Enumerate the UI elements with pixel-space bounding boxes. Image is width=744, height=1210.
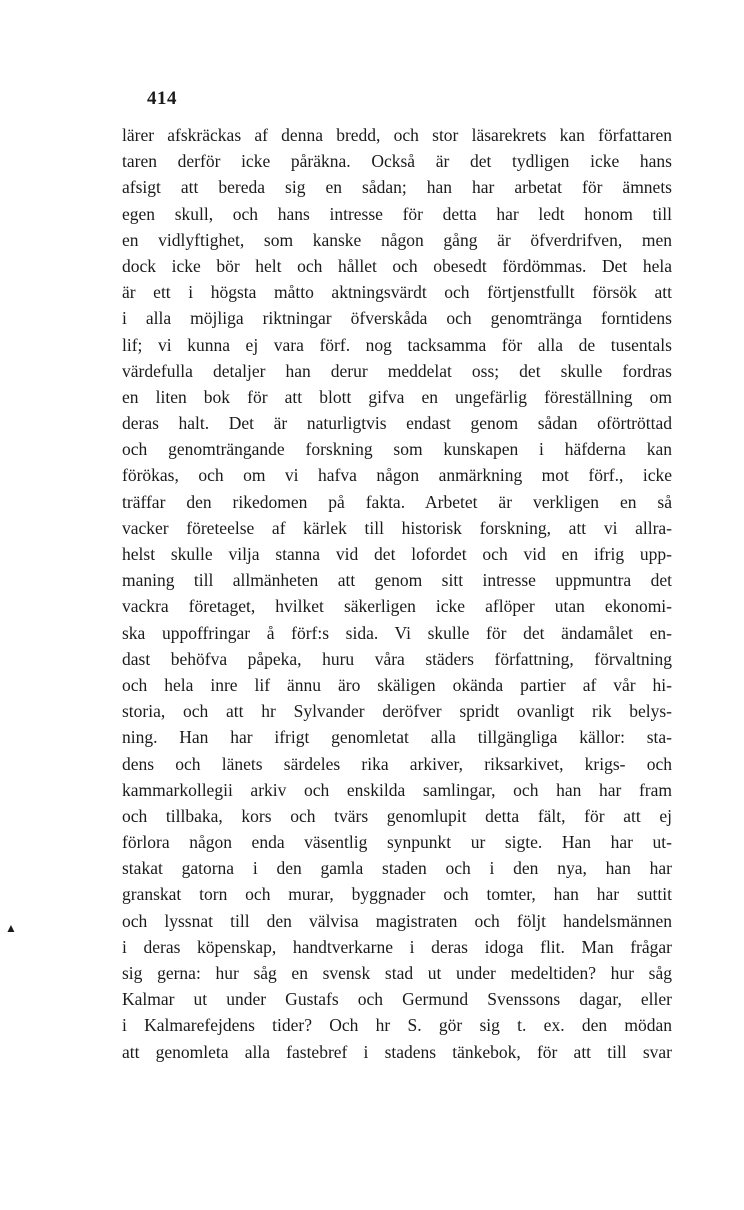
text-line: förlora någon enda väsentlig synpunkt ur sigte. Han har ut- xyxy=(122,832,672,853)
text-line: en vidlyftighet, som kanske någon gång är öfverdrifven, men xyxy=(122,229,672,250)
text-line: kammarkollegii arkiv och enskilda samlingar, och han har fram xyxy=(122,779,672,800)
text-line: och lyssnat till den välvisa magistraten och följt handelsmännen xyxy=(122,910,672,931)
text-line: att genomleta alla fastebref i stadens tänkebok, för att till svar xyxy=(122,1041,672,1062)
text-line: vacker företeelse af kärlek till historisk forskning, att vi allra- xyxy=(122,517,672,538)
text-line: och genomträngande forskning som kunskapen i häfderna kan xyxy=(122,439,672,460)
text-line: afsigt att bereda sig en sådan; han har arbetat för ämnets xyxy=(122,177,672,198)
text-line: förökas, och om vi hafva någon anmärkning mot förf., icke xyxy=(122,465,672,486)
text-line: en liten bok för att blott gifva en ungefärlig föreställning om xyxy=(122,386,672,407)
text-line: ska uppoffringar å förf:s sida. Vi skulle för det ändamålet en- xyxy=(122,622,672,643)
text-line: taren derför icke påräkna. Också är det tydligen icke hans xyxy=(122,151,672,172)
text-line: stakat gatorna i den gamla staden och i den nya, han har xyxy=(122,858,672,879)
text-line: dock icke bör helt och hållet och obesedt fördömmas. Det hela xyxy=(122,255,672,276)
text-line: granskat torn och murar, byggnader och tomter, han har suttit xyxy=(122,884,672,905)
text-line: deras halt. Det är naturligtvis endast genom sådan oförtröttad xyxy=(122,413,672,434)
text-line: träffar den rikedomen på fakta. Arbetet är verkligen en så xyxy=(122,491,672,512)
text-line: egen skull, och hans intresse för detta har ledt honom till xyxy=(122,203,672,224)
text-line: ning. Han har ifrigt genomletat alla tillgängliga källor: sta- xyxy=(122,727,672,748)
text-line: är ett i högsta måtto aktningsvärdt och förtjenstfullt försök att xyxy=(122,282,672,303)
text-line: sig gerna: hur såg en svensk stad ut under medeltiden? hur såg xyxy=(122,963,672,983)
text-line: i deras köpenskap, handtverkarne i deras idoga flit. Man frågar xyxy=(122,936,672,957)
text-line: maning till allmänheten att genom sitt intresse uppmuntra det xyxy=(122,570,672,591)
text-line: värdefulla detaljer han derur meddelat oss; det skulle fordras xyxy=(122,360,672,381)
text-line: vackra företaget, hvilket säkerligen icke aflöper utan ekonomi- xyxy=(122,596,672,617)
text-line: lif; vi kunna ej vara förf. nog tacksamma för alla de tusentals xyxy=(122,334,672,355)
text-line: helst skulle vilja stanna vid det lofordet och vid en ifrig upp- xyxy=(122,544,672,564)
text-line: Kalmar ut under Gustafs och Germund Svenssons dagar, eller xyxy=(122,989,672,1010)
page-number: 414 xyxy=(147,88,177,109)
text-line: lärer afskräckas af denna bredd, och stor läsarekrets kan författaren xyxy=(122,125,672,145)
text-line: storia, och att hr Sylvander deröfver spridt ovanligt rik belys- xyxy=(122,701,672,722)
body-text xyxy=(122,122,672,1065)
text-line: dast behöfva påpeka, huru våra städers författning, förvaltning xyxy=(122,648,672,669)
text-line: och hela inre lif ännu äro skäligen okända partier af vår hi- xyxy=(122,674,672,695)
text-line: i Kalmarefejdens tider? Och hr S. gör sig t. ex. den mödan xyxy=(122,1015,672,1036)
text-line: dens och länets särdeles rika arkiver, riksarkivet, krigs- och xyxy=(122,753,672,774)
text-line: och tillbaka, kors och tvärs genomlupit detta fält, för att ej xyxy=(122,805,672,826)
margin-mark: ▲ xyxy=(5,921,17,935)
text-line: i alla möjliga riktningar öfverskåda och genomtränga forntidens xyxy=(122,308,672,329)
